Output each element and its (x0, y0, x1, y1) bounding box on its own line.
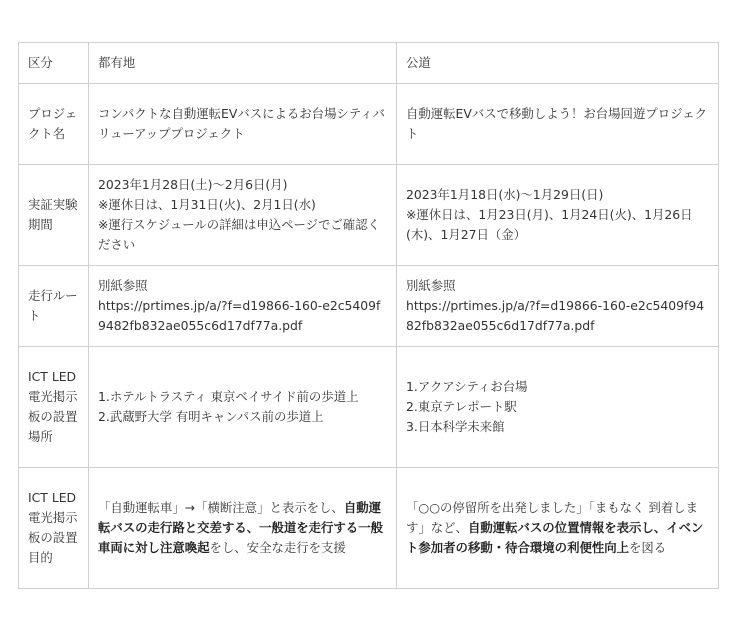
header-category: 区分 (19, 43, 89, 84)
route-public-road (397, 266, 719, 347)
led-purpose-metro (89, 468, 397, 589)
led-location-public-road-item-3: 3.日本科学未来館 (406, 419, 505, 434)
led-location-public-road-item-1: 1.アクアシティお台場 (406, 379, 528, 394)
row-label-led-purpose: ICT LED電光掲示板の設置目的 (19, 468, 89, 589)
table-row-route (19, 266, 719, 347)
led-location-metro-item-1: 1.ホテルトラスティ 東京ベイサイド前の歩道上 (98, 389, 359, 404)
route-metro-note: 別紙参照 (98, 278, 148, 293)
row-label-project-name: プロジェクト名 (19, 84, 89, 165)
led-location-public-road-item-2: 2.東京テレポート駅 (406, 399, 517, 414)
table-row-led-location (19, 347, 719, 468)
route-public-road-note: 別紙参照 (406, 278, 456, 293)
led-purpose-metro-text-2: をし、安全な走行を支援 (209, 540, 346, 555)
row-label-route: 走行ルート (19, 266, 89, 347)
led-location-public-road (397, 347, 719, 468)
header-metro: 都有地 (89, 43, 397, 84)
table-header-row (19, 43, 719, 84)
led-purpose-public-road-text-1: 「○○の停留所を出発しました」「まもなく 到着します」など、 (406, 500, 698, 535)
route-metro (89, 266, 397, 347)
trial-period-public-road-dates: 2023年1月18日(水)～1月29日(日) (406, 187, 604, 202)
led-purpose-metro-text-1: 「自動運転車」→「横断注意」と表示をし、 (98, 500, 344, 515)
led-location-metro-item-2: 2.武蔵野大学 有明キャンパス前の歩道上 (98, 409, 324, 424)
route-metro-url: https://prtimes.jp/a/?f=d19866-160-e2c5409f9482fb832ae055c6d17df77a.pdf (98, 298, 381, 333)
trial-period-metro-closed-days: ※運休日は、1月31日(火)、2月1日(水) (98, 197, 316, 212)
trial-period-metro-dates: 2023年1月28日(土)～2月6日(月) (98, 177, 288, 192)
led-location-metro (89, 347, 397, 468)
led-purpose-public-road-bold: 自動運転バスの位置情報を表示し、イベント参加者の移動・待合環境の利便性向上 (406, 520, 704, 555)
info-table (18, 42, 719, 589)
table-row-trial-period (19, 165, 719, 266)
led-purpose-public-road (397, 468, 719, 589)
row-label-trial-period: 実証実験期間 (19, 165, 89, 266)
trial-period-metro-schedule-note: ※運行スケジュールの詳細は申込ページでご確認ください (98, 217, 380, 252)
project-name-public-road: 自動運転EVバスで移動しよう！お台場回遊プロジェクト (397, 84, 719, 165)
route-public-road-url: https://prtimes.jp/a/?f=d19866-160-e2c5409f9482fb832ae055c6d17df77a.pdf (406, 298, 705, 333)
table-row-led-purpose (19, 468, 719, 589)
trial-period-public-road-closed-days: ※運休日は、1月23日(月)、1月24日(火)、1月26日(木)、1月27日（金） (406, 207, 693, 242)
row-label-led-location: ICT LED電光掲示板の設置場所 (19, 347, 89, 468)
header-public-road: 公道 (397, 43, 719, 84)
table-row-project-name (19, 84, 719, 165)
led-purpose-public-road-text-2: を図る (629, 540, 667, 555)
trial-period-metro (89, 165, 397, 266)
trial-period-public-road (397, 165, 719, 266)
project-name-metro: コンパクトな自動運転EVバスによるお台場シティバリューアッププロジェクト (89, 84, 397, 165)
led-purpose-metro-bold: 自動運転バスの走行路と交差する、一般道を走行する一般車両に対し注意喚起 (98, 500, 383, 555)
